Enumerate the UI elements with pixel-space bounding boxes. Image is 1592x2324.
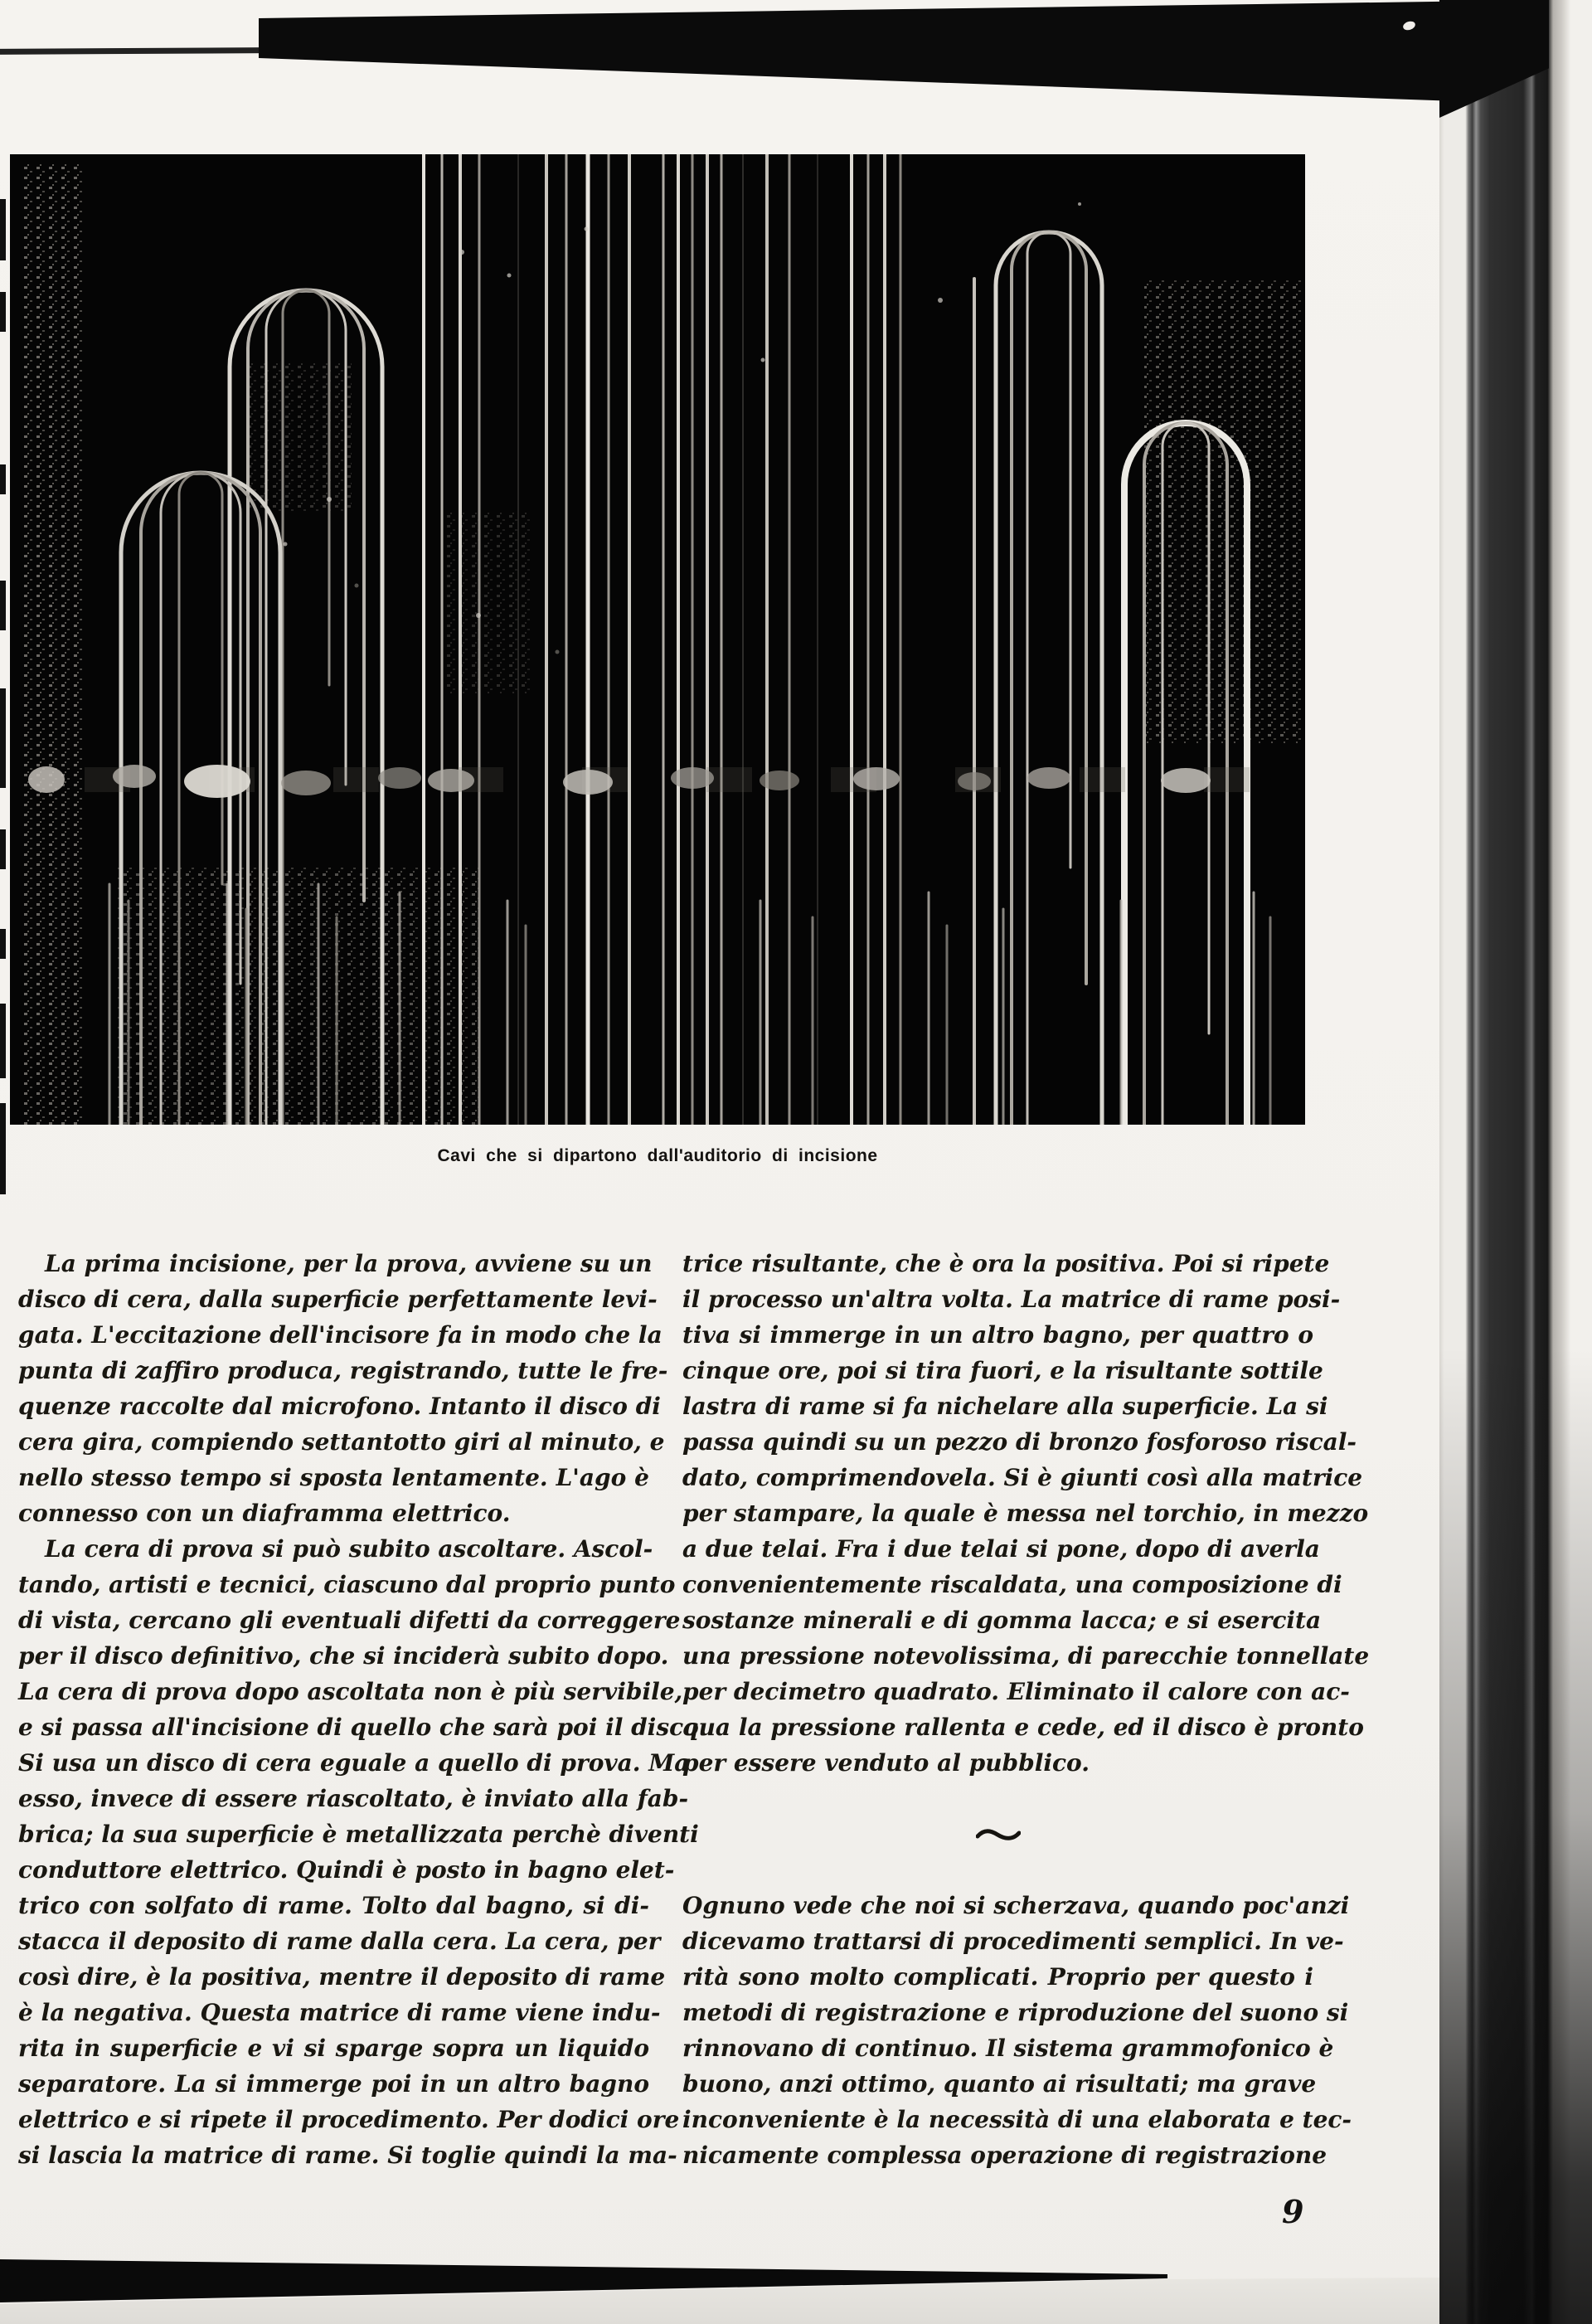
text-line: stacca il deposito di rame dalla cera. La cera, per: [18, 1928, 661, 1955]
text-line: elettrico e si ripete il procedimento. Per dodici ore: [18, 2106, 680, 2133]
right-column-part2: [682, 1888, 1352, 2173]
cables-photo-art: [10, 154, 1305, 1125]
text-line: punta di zaffiro produca, registrando, tutte le fre-: [18, 1357, 668, 1384]
text-line: Ognuno vede che noi si scherzava, quando poc'anzi: [682, 1892, 1350, 1919]
scan-left-edge-mark: [0, 581, 6, 630]
text-line: brica; la sua superficie è metallizzata perchè diventi: [18, 1821, 699, 1848]
text-line: disco di cera, dalla superficie perfettamente levi-: [18, 1286, 658, 1313]
scan-left-edge-mark: [0, 464, 6, 494]
text-line: è la negativa. Questa matrice di rame viene indu-: [18, 1999, 661, 2026]
tilde-divider-icon: [976, 1827, 1021, 1842]
scan-left-edge-mark: [0, 199, 6, 260]
cables-photograph: [10, 154, 1305, 1125]
text-line: di vista, cercano gli eventuali difetti da correggere: [18, 1607, 681, 1634]
text-line: così dire, è la positiva, mentre il deposito di rame: [18, 1963, 666, 1991]
text-line: nello stesso tempo si sposta lentamente. L'ago è: [18, 1464, 649, 1491]
text-line: per stampare, la quale è messa nel torchio, in mezzo: [682, 1500, 1369, 1527]
text-line: una pressione notevolissima, di parecchie tonnellate: [682, 1642, 1370, 1670]
section-divider: [682, 1781, 1313, 1888]
scan-left-edge-mark: [0, 1103, 6, 1194]
text-line: connesso con un diaframma elettrico.: [18, 1500, 511, 1527]
scan-left-edge-mark: [0, 292, 6, 332]
text-line: rità sono molto complicati. Proprio per questo i: [682, 1963, 1313, 1991]
text-line: cinque ore, poi si tira fuori, e la risultante sottile: [682, 1357, 1323, 1384]
text-line: si lascia la matrice di rame. Si toglie quindi la ma-: [18, 2142, 677, 2169]
text-line: qua la pressione rallenta e cede, ed il disco è pronto: [682, 1714, 1364, 1741]
text-line: per essere venduto al pubblico.: [682, 1749, 1090, 1777]
photo-caption: Cavi che si dipartono dall'auditorio di incisione: [437, 1146, 878, 1165]
text-line: La prima incisione, per la prova, avviene su un: [45, 1250, 653, 1277]
text-line: metodi di registrazione e riproduzione del suono si: [682, 1999, 1349, 2026]
text-line: La cera di prova si può subito ascoltare. Ascol-: [45, 1535, 653, 1563]
text-line: buono, anzi ottimo, quanto ai risultati; ma grave: [682, 2070, 1317, 2098]
scan-left-edge-mark: [0, 1004, 6, 1078]
text-line: nicamente complessa operazione di registrazione: [682, 2142, 1327, 2169]
book-gutter-page-edges: [1439, 0, 1592, 2324]
scan-top-edge-line: [0, 47, 265, 55]
text-line: sostanze minerali e di gomma lacca; e si esercita: [682, 1607, 1322, 1634]
text-line: dato, comprimendovela. Si è giunti così alla matrice: [682, 1464, 1363, 1491]
page-number: 9: [1282, 2193, 1304, 2230]
text-line: gata. L'eccitazione dell'incisore fa in modo che la: [18, 1321, 663, 1349]
text-line: cera gira, compiendo settantotto giri al minuto, e: [18, 1428, 665, 1456]
text-line: esso, invece di essere riascoltato, è inviato alla fab-: [18, 1785, 689, 1812]
text-line: conduttore elettrico. Quindi è posto in bagno elet-: [18, 1856, 675, 1884]
text-line: per il disco definitivo, che si inciderà subito dopo.: [18, 1642, 669, 1670]
text-line: inconveniente è la necessità di una elaborata e tec-: [682, 2106, 1352, 2133]
text-line: La cera di prova dopo ascoltata non è più servibile,: [18, 1678, 683, 1705]
text-line: lastra di rame si fa nichelare alla superficie. La si: [682, 1393, 1328, 1420]
text-line: a due telai. Fra i due telai si pone, dopo di averla: [682, 1535, 1320, 1563]
left-column: [18, 1246, 707, 2173]
text-line: trice risultante, che è ora la positiva. Poi si ripete: [682, 1250, 1330, 1277]
article-text: [18, 1246, 1370, 2173]
scan-left-edge-mark: [0, 829, 6, 869]
text-line: e si passa all'incisione di quello che sarà poi il disco.: [18, 1714, 707, 1741]
text-line: quenze raccolte dal microfono. Intanto il disco di: [18, 1393, 661, 1420]
text-line: trico con solfato di rame. Tolto dal bagno, si di-: [18, 1892, 649, 1919]
text-line: per decimetro quadrato. Eliminato il calore con ac-: [682, 1678, 1350, 1705]
text-line: il processo un'altra volta. La matrice di rame posi-: [682, 1286, 1341, 1313]
right-column-part1: [682, 1246, 1370, 1781]
text-line: convenientemente riscaldata, una composizione di: [682, 1571, 1342, 1598]
text-line: passa quindi su un pezzo di bronzo fosforoso riscal-: [682, 1428, 1357, 1456]
text-line: tiva si immerge in un altro bagno, per quattro o: [682, 1321, 1313, 1349]
text-line: separatore. La si immerge poi in un altro bagno: [18, 2070, 649, 2098]
scan-top-black-band: [259, 0, 1549, 124]
text-line: Si usa un disco di cera eguale a quello di prova. Ma: [18, 1749, 690, 1777]
text-line: rinnovano di continuo. Il sistema grammofonico è: [682, 2035, 1334, 2062]
scan-left-edge-mark: [0, 688, 6, 788]
text-line: rita in superficie e vi si sparge sopra un liquido: [18, 2035, 649, 2062]
text-line: dicevamo trattarsi di procedimenti semplici. In ve-: [682, 1928, 1344, 1955]
scan-left-edge-mark: [0, 929, 6, 959]
text-line: tando, artisti e tecnici, ciascuno dal proprio punto: [18, 1571, 676, 1598]
right-column: [682, 1246, 1370, 2173]
